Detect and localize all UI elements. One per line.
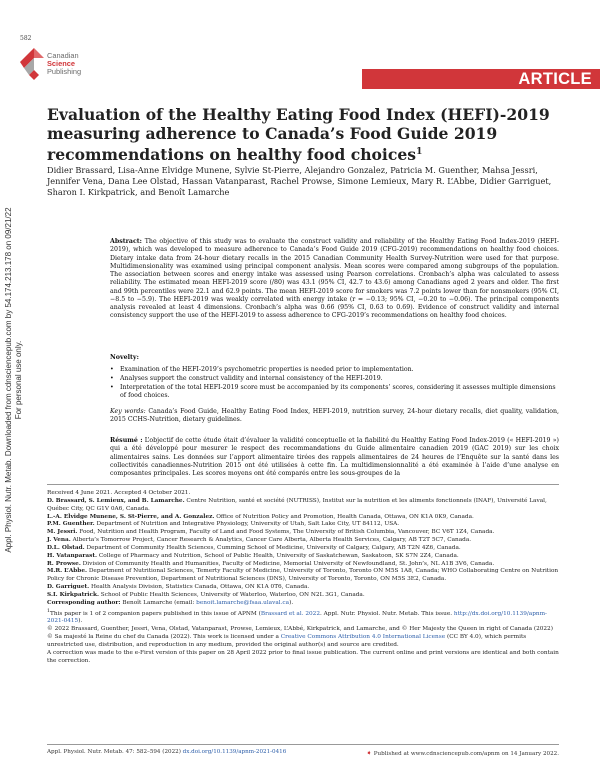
page-number: 582 [20,35,32,42]
affiliation-names: M.R. L’Abbe. [47,568,87,575]
list-item: • Analyses support the construct validity and internal consistency of the HEFI-2019. [110,375,559,383]
footer-divider [47,744,559,745]
license-text: (CC BY 4.0), which permits unrestricted use, distribution, and reproduction in any medium, provided the original author(s) and source are credited. [47,634,527,648]
footnote-divider [47,484,559,485]
affiliation [47,521,559,529]
affiliation-text: School of Public Health Sciences, University of Waterloo, Waterloo, ON N2L 3G1, Canada. [100,591,365,598]
affiliation-names: D. Brassard, S. Lemieux, and B. Lamarche. [47,497,185,504]
affiliation-text: Centre Nutrition, santé et société (NUTRISS), Institut sur la nutrition et les aliments fonctionnels (INAF), Université Laval, Québec City, QC G1V 0A6, Canada. [47,497,547,512]
affiliation [47,545,559,553]
affiliation-names: H. Vatanparast. [47,552,98,559]
affiliation [47,514,559,522]
citation-text: Appl. Physiol. Nutr. Metab. 47: 582–594 (2022) [47,749,181,755]
logo-line-3: Publishing [47,67,82,76]
list-item: • Examination of the HEFI-2019’s psychometric properties is needed prior to implementation. [110,366,559,374]
affiliation [47,553,559,561]
paper-title [47,106,567,165]
sidebar-download-line: Appl. Physiol. Nutr. Metab. Downloaded from cdnsciencepub.com by 54.174.213.178 on 09/21/22 [4,207,13,553]
publisher-name [47,52,81,76]
affiliation [47,561,559,569]
novelty-list [110,366,559,401]
author-list: Didier Brassard, Lisa-Anne Elvidge Munene, Sylvie St-Pierre, Alejandro Gonzalez, Patricia M. Guenther, Mahsa Jessri, Jennifer Vena, Dana Lee Olstad, Hassan Vatanparast, Rachel Prowse, Simone Lemieux, Mary R. L’Abbe, Didier Garriguet, Sharon I. Kirkpatrick, and Benoît Lamarche [47,165,552,198]
footer-published [338,749,559,757]
correction-note: A correction was made to the e-First version of this paper on 28 April 2022 prior to final issue publication. The current online and print versions are identical and both contain the correction. [47,649,559,664]
license-link[interactable]: Creative Commons Attribution 4.0 International License [280,634,446,641]
corresponding-label: Corresponding author: [47,599,121,606]
logo-line-2: Science [47,59,75,68]
affiliation [47,568,559,584]
affiliation [47,529,559,537]
affiliation-text: Department of Community Health Sciences, Cumming School of Medicine, University of Calgary, Calgary, AB T2N 4Z6, Canada. [86,544,461,551]
abstract-text: The objective of this study was to evaluate the construct validity and reliability of the Healthy Eating Food Index-2019 (HEFI-2019), which was developed to measure adherence to Canada’s Food Guide 2019 (CFG-2019) recommendations on healthy food choices. Dietary intake data from 24-hour dietary recalls in the 2015 Canadian Community Health Survey-Nutrition were used for that purpose. Multidimensionality was examined using principal component analysis. Mean scores were compared among subgroups of the population. The association between scores and energy intake was assessed using Pearson correlations. Cronbach’s alpha was calculated to assess reliability. The estimated mean HEFI-2019 score (/80) was 43.1 (95% CI, 42.7 to 43.6) among Canadians aged 2 years and older. The first and 99th percentiles were 22.1 and 62.9 points. The mean HEFI-2019 score for smokers was 7.2 points lower than for nonsmokers (95% CI, −8.5 to −5.9). The HEFI-2019 was weakly correlated with energy intake (r = −0.13; 95% CI, −0.20 to −0.06). The principal components analysis revealed at least 4 dimensions. Cronbach’s alpha was 0.66 (95% CI, 0.63 to 0.69). Evidence of construct validity and internal consistency support the use of the HEFI-2019 to assess adherence to CFG-2019’s recommendations on healthy food choices. [110,238,559,320]
received-dates: Received 4 June 2021. Accepted 4 October 2021. [47,490,191,496]
corresponding-email-link[interactable]: benoit.lamarche@fsaa.ulaval.ca [196,599,290,606]
affiliation [47,498,559,514]
companion-text: This paper is 1 of 2 companion papers published in this issue of APNM ( [50,610,261,617]
affiliation-text: Alberta’s Tomorrow Project, Cancer Research & Analytics, Cancer Care Alberta, Alberta Health Services, Calgary, AB T2T 5C7, Canada. [72,537,472,544]
arrow-right-icon: ➧ [366,749,373,757]
sidebar-personal-use-line: For personal use only. [14,340,23,420]
affiliation [47,537,559,545]
affiliation-text: Department of Nutritional Sciences, Temerty Faculty of Medicine, University of Toronto, Toronto ON M5S 1A8, Canada; WHO Collaborating Centre on Nutrition Policy for Chronic Disease Prevention, Department of Nutritional Sciences (DNS), University of Toronto, Toronto, ON M5S 3E2, Canada. [47,568,559,583]
affiliation-names: P.M. Guenther. [47,521,95,528]
companion-mid: . Appl. Nutr. Physiol. Nutr. Metab. This issue. [319,610,453,617]
companion-paper-link[interactable]: Brassard et al. 2022 [260,610,320,617]
resume-text: L’objectif de cette étude était d’évaluer la validité conceptuelle et la fiabilité du Healthy Eating Food Index-2019 (« HEFI-2019 ») qui a été développé pour mesurer le respect des recommandations du Guide alimentaire canadien 2019 (GAC 2019) sur les choix alimentaires sains. Les données sur l’apport alimentaire tirées des rappels alimentaires de 24 heures de l’Enquête sur la santé dans les collectivités canadiennes-Nutrition 2015 ont été utilisées à cette fin. La multidimensionnalité a été examinée à l’aide d’une analyse en composantes principales. Les scores moyens ont été comparés entre les sous-groupes de la [110,437,559,477]
affiliation [47,584,559,592]
novelty-heading: Novelty: [110,354,139,361]
affiliation-names: R. Prowse. [47,560,81,567]
affiliation-names: S.I. Kirkpatrick. [47,591,99,598]
affiliation [47,592,559,600]
paper-title-text: Evaluation of the Healthy Eating Food Index (HEFI)-2019 measuring adherence to Canada’s Food Guide 2019 recommendations on healthy food choices [47,105,550,165]
affiliation-text: Health Analysis Division, Statistics Canada, Ottawa, ON K1A 0T6, Canada. [91,584,310,591]
companion-marker: 1 [47,608,51,614]
copyright-notice [47,626,559,650]
logo-line-1: Canadian [47,51,79,60]
resume [110,437,559,478]
affiliation-names: L.-A. Elvidge Munene, S. St-Pierre, and A. Gonzalez. [47,513,215,520]
published-text: Published at www.cdnsciencepub.com/apnm on 14 January 2022. [373,751,559,757]
affiliation-names: J. Vena. [47,537,71,544]
footnotes [47,490,559,665]
keywords-text: Canada’s Food Guide, Healthy Eating Food Index, HEFI-2019, nutrition survey, 24-hour dietary recalls, diet quality, validation, 2015 CCHS-Nutrition, dietary guidelines. [110,408,559,424]
corresponding-author [47,600,559,608]
list-item: • Interpretation of the total HEFI-2019 score must be accompanied by its components’ scores, considering it assesses multiple dimensions of food choices. [110,384,559,401]
corresponding-text: Benoît Lamarche (email: [122,599,195,606]
companion-end: ). [78,618,83,625]
affiliation-names: D.L. Olstad. [47,544,85,551]
title-footnote-marker[interactable]: 1 [416,147,423,157]
affiliation-text: Office of Nutrition Policy and Promotion, Health Canada, Ottawa, ON K1A 0K9, Canada. [216,513,474,520]
doi-link[interactable]: dx.doi.org/10.1139/apnm-2021-0416 [182,749,287,755]
keywords [110,408,559,425]
article-banner: ARTICLE [362,69,600,89]
keywords-label: Key words: [110,408,146,415]
corresponding-end: ). [289,599,294,606]
resume-label: Résumé : [110,437,143,444]
affiliation-text: Division of Community Health and Humanities, Faculty of Medicine, Memorial University of Newfoundland, St. John’s, NL A1B 3V6, Canada. [82,560,495,567]
footer-citation [47,749,286,755]
affiliation-text: Food, Nutrition and Health Program, Faculty of Land and Food Systems, The University of British Columbia, Vancouver, BC V6T 1Z4, Canada. [79,529,495,536]
abstract [110,238,559,321]
companion-doi-link[interactable]: http://dx.doi.org/10.1139/apnm-2021-0415 [47,610,548,625]
abstract-label: Abstract: [110,238,142,245]
affiliation-text: Department of Nutrition and Integrative Physiology, University of Utah, Salt Lake City, UT 84112, USA. [96,521,400,528]
copyright-text: © 2022 Brassard, Guenther, Jessri, Vena, Olstad, Vatanparast, Prowse, Lemieux, L’Abbé, Kirkpatrick, and Lamarche, and © Her Majesty the Queen in right of Canada (2022) © Sa majesté la Reine du chef du Canada (2022). This work is licensed under a [47,626,553,641]
affiliation-text: College of Pharmacy and Nutrition, School of Public Health, University of Saskatchewan, Saskatoon, SK S7N 2Z4, Canada. [98,552,459,559]
companion-note [47,608,559,627]
affiliation-names: D. Garriguet. [47,584,90,591]
affiliation-names: M. Jessri. [47,529,78,536]
